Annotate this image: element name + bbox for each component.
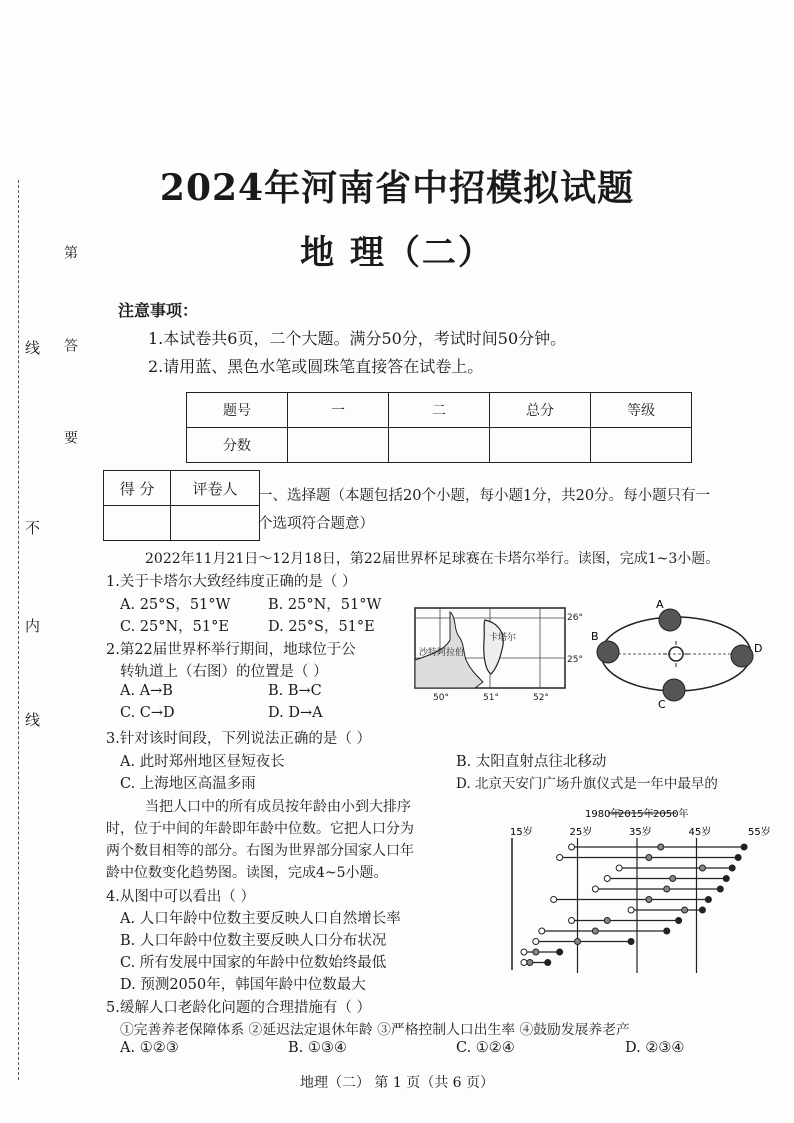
point-1980: [521, 960, 527, 966]
grader-score-label: 得 分: [104, 471, 171, 506]
context-paragraph: 2022年11月21日～12月18日，第22届世界杯足球赛在卡塔尔举行。读图，完成1~3小题。: [145, 551, 720, 567]
answer-char: 答: [62, 338, 78, 352]
option: C. ①②④: [456, 1040, 515, 1056]
option: B. 太阳直射点往北移动: [456, 754, 607, 770]
point-2050: [741, 844, 747, 850]
point-1980: [557, 855, 563, 861]
option: A. ①②③: [120, 1040, 179, 1056]
score-cell[interactable]: [490, 428, 591, 463]
point-2015: [670, 876, 676, 882]
option: B. 25°N，51°W: [268, 597, 382, 613]
option: D. ②③④: [625, 1040, 685, 1056]
seal-char: 线: [23, 340, 41, 355]
point-2015: [604, 918, 610, 924]
point-2015: [646, 897, 652, 903]
question-stem: 2.第22届世界杯举行期间，地球位于公: [106, 642, 356, 658]
point-2015: [658, 844, 664, 850]
qatar-map: [405, 600, 585, 710]
earth-b-icon: [597, 641, 619, 663]
question-stem: 5.缓解人口老龄化问题的合理措施有（ ）: [106, 1000, 371, 1016]
exam-subtitle: 地 理（二）: [300, 233, 494, 273]
legend-label: 1980年: [585, 809, 621, 820]
seal-char: 不: [23, 520, 41, 535]
point-2015: [527, 960, 533, 966]
point-2015: [533, 949, 539, 955]
grader-name-label: 评卷人: [171, 471, 260, 506]
point-1980: [539, 928, 545, 934]
orbit-point-label: A: [656, 598, 664, 611]
question-stem: 1.关于卡塔尔大致经纬度正确的是（ ）: [106, 574, 357, 590]
note-item: 1.本试卷共6页，二个大题。满分50分，考试时间50分钟。: [148, 329, 567, 348]
option: A. 此时郑州地区昼短夜长: [120, 754, 285, 770]
map-place-label: 卡塔尔: [489, 633, 517, 643]
question-stem: 3.针对该时间段，下列说法正确的是（ ）: [106, 731, 371, 747]
grader-box: [103, 470, 260, 541]
context-paragraph: 两个数目相等的部分。右图为世界部分国家人口年: [106, 843, 414, 859]
point-2050: [699, 907, 705, 913]
seal-char: 线: [23, 712, 41, 727]
score-table: [186, 392, 692, 463]
section-heading-cont: 个选项符合题意）: [258, 516, 374, 532]
x-tick-label: 15岁: [510, 827, 533, 838]
point-2015: [699, 865, 705, 871]
seal-char: 内: [23, 618, 41, 633]
option: A. A→B: [120, 683, 173, 699]
x-tick-label: 35岁: [629, 827, 652, 838]
earth-c-icon: [663, 679, 685, 701]
point-1980: [569, 918, 575, 924]
point-1980: [592, 886, 598, 892]
context-paragraph: 时，位于中间的年龄即年龄中位数。它把人口分为: [106, 821, 414, 837]
point-1980: [551, 897, 557, 903]
answer-char: 第: [62, 245, 78, 259]
option: D. 25°S，51°E: [268, 619, 375, 635]
context-paragraph: 当把人口中的所有成员按年龄由小到大排序: [145, 799, 411, 815]
point-2050: [664, 928, 670, 934]
option: D. D→A: [268, 705, 323, 721]
score-header: 等级: [591, 393, 692, 428]
legend-label: 2015年: [618, 809, 654, 820]
orbit-point-label: D: [754, 642, 763, 655]
notes-heading: 注意事项：: [118, 301, 199, 320]
point-2015: [575, 939, 581, 945]
option: D. 预测2050年，韩国年龄中位数最大: [120, 977, 366, 993]
measures-list: ①完善养老保障体系 ②延迟法定退休年龄 ③严格控制人口出生率 ④鼓励发展养老产: [120, 1022, 630, 1038]
legend-label: 2050年: [653, 809, 689, 820]
option: A. 人口年龄中位数主要反映人口自然增长率: [120, 911, 401, 927]
option: B. ①③④: [288, 1040, 347, 1056]
earth-a-icon: [659, 609, 681, 631]
grader-score-cell[interactable]: [104, 506, 171, 541]
point-2015: [664, 886, 670, 892]
score-cell[interactable]: [288, 428, 389, 463]
point-2015: [592, 928, 598, 934]
orbit-diagram: [588, 596, 768, 714]
map-lon-label: 50°: [433, 693, 449, 703]
option: C. 25°N，51°E: [120, 619, 229, 635]
orbit-point-label: C: [658, 698, 666, 711]
map-lat-label: 26°: [567, 613, 583, 623]
score-header: 题号: [187, 393, 288, 428]
point-1980: [521, 949, 527, 955]
option: C. 所有发展中国家的年龄中位数始终最低: [120, 955, 387, 971]
exam-title: 2024年河南省中招模拟试题: [159, 167, 635, 209]
point-2015: [646, 855, 652, 861]
option: D. 北京天安门广场升旗仪式是一年中最早的: [456, 776, 718, 792]
point-1980: [569, 844, 575, 850]
score-cell[interactable]: [389, 428, 490, 463]
orbit-point-label: B: [591, 630, 599, 643]
map-place-label: 沙特阿拉伯: [419, 648, 465, 658]
chart-legend: [585, 807, 688, 820]
point-2015: [682, 907, 688, 913]
point-2050: [735, 855, 741, 861]
question-stem: 4.从图中可以看出（ ）: [106, 889, 255, 905]
score-row-label: 分数: [187, 428, 288, 463]
point-2050: [676, 918, 682, 924]
point-2050: [628, 939, 634, 945]
point-2050: [557, 949, 563, 955]
map-lat-label: 25°: [567, 655, 583, 665]
point-1980: [604, 876, 610, 882]
context-paragraph: 龄中位数变化趋势图。读图，完成4~5小题。: [106, 865, 388, 881]
score-cell[interactable]: [591, 428, 692, 463]
map-lon-label: 52°: [533, 693, 549, 703]
point-2050: [717, 886, 723, 892]
point-1980: [616, 865, 622, 871]
point-2050: [545, 960, 551, 966]
point-2050: [705, 897, 711, 903]
x-tick-label: 45岁: [688, 827, 712, 838]
median-age-chart: [490, 805, 780, 975]
binding-line: [18, 180, 19, 1080]
option: C. 上海地区高温多雨: [120, 776, 256, 792]
qatar-peninsula: [484, 620, 504, 674]
map-lon-label: 51°: [483, 693, 499, 703]
answer-char: 要: [62, 430, 78, 444]
point-2050: [723, 876, 729, 882]
chart-marks: [521, 844, 747, 966]
option: B. 人口年龄中位数主要反映人口分布状况: [120, 933, 387, 949]
option: B. B→C: [268, 683, 322, 699]
point-1980: [533, 939, 539, 945]
point-1980: [628, 907, 634, 913]
option: C. C→D: [120, 705, 175, 721]
score-header: 一: [288, 393, 389, 428]
x-tick-label: 25岁: [569, 827, 593, 838]
note-item: 2.请用蓝、黑色水笔或圆珠笔直接答在试卷上。: [148, 357, 484, 376]
option: A. 25°S，51°W: [120, 597, 231, 613]
section-heading: 一、选择题（本题包括20个小题，每小题1分，共20分。每小题只有一: [258, 488, 711, 504]
x-tick-label: 55岁: [748, 827, 771, 838]
score-header: 总分: [490, 393, 591, 428]
point-2050: [729, 865, 735, 871]
earth-d-icon: [731, 645, 753, 667]
score-header: 二: [389, 393, 490, 428]
question-stem-cont: 转轨道上（右图）的位置是（ ）: [120, 664, 328, 680]
page-footer: 地理（二） 第 1 页（共 6 页）: [299, 1075, 495, 1091]
grader-name-cell[interactable]: [171, 506, 260, 541]
